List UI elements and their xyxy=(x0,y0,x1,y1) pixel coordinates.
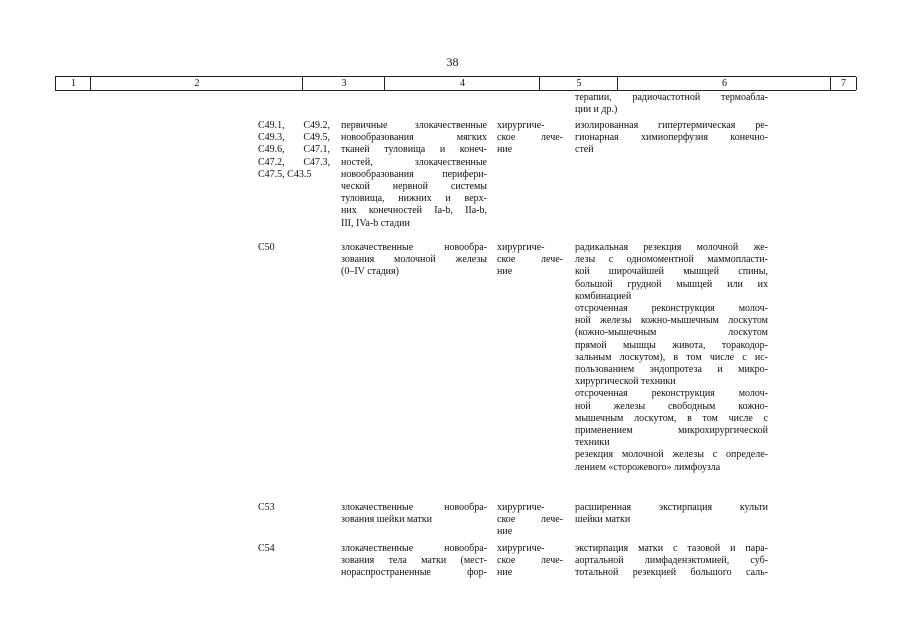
disease-cell xyxy=(341,543,487,580)
text-line: расширенная экстирпация культи xyxy=(575,502,768,513)
text-line: гионарная химиоперфузия конечно- xyxy=(575,132,768,144)
text-line: тканей туловища и конеч- xyxy=(341,144,487,156)
text-line: ной железы кожно-мышечным лоскутом xyxy=(575,315,768,327)
text-line: аортальной лимфаденэктомией, суб- xyxy=(575,555,768,567)
text-line: хирургиче- xyxy=(497,242,545,253)
text-line: пользованием эндопротеза и микро- xyxy=(575,364,768,376)
text-line: злокачественные новообра- xyxy=(341,543,487,554)
text-line: ское лече- xyxy=(497,254,563,266)
text-line: C49.6, C47.1, xyxy=(258,144,330,156)
text-line: хирургиче- xyxy=(497,120,545,131)
text-line: C49.3, C49.5, xyxy=(258,132,330,144)
text-line: кой широчайшей мышцей спины, xyxy=(575,266,768,278)
treatment-cell xyxy=(497,242,563,279)
header-cell-4: 4 xyxy=(384,77,540,90)
table-body xyxy=(0,92,905,640)
text-line: зования тела матки (мест- xyxy=(341,555,487,567)
text-line: изолированная гипертермическая ре- xyxy=(575,120,768,131)
text-line: резекция молочной железы с определе- xyxy=(575,449,768,461)
text-line: них конечностей Ia-b, IIa-b, xyxy=(341,205,487,217)
text-line: туловища, нижних и верх- xyxy=(341,193,487,205)
text-line: зования шейки матки xyxy=(341,514,432,526)
text-line: шейки матки xyxy=(575,514,631,526)
table-header-row xyxy=(55,76,856,91)
text-line: (0–IV стадия) xyxy=(341,266,399,278)
text-line: новообразования перифери- xyxy=(341,168,487,180)
text-line: прямой мышцы живота, торакодор- xyxy=(575,339,768,351)
text-line: зальным лоскутом), в том числе с ис- xyxy=(575,351,768,363)
text-line: стей xyxy=(575,144,594,156)
text-line: новообразования мягких xyxy=(341,132,487,144)
disease-cell xyxy=(341,120,487,230)
methods-cell xyxy=(575,242,768,474)
code-cell xyxy=(258,502,330,514)
disease-cell xyxy=(341,242,487,279)
text-line: ние xyxy=(497,567,513,579)
text-line: хирургиче- xyxy=(497,543,545,554)
header-cell-5: 5 xyxy=(539,77,618,90)
code-cell xyxy=(258,242,330,254)
text-line: ции и др.) xyxy=(575,104,618,116)
header-cell-1: 1 xyxy=(55,77,91,90)
page-number: 38 xyxy=(446,55,459,69)
text-line: мышечным лоскутом, в том числе с xyxy=(575,412,768,424)
text-line: ние xyxy=(497,526,513,538)
text-line: ское лече- xyxy=(497,514,563,526)
text-line: ностей, злокачественные xyxy=(341,156,487,168)
header-cell-7: 7 xyxy=(830,77,857,90)
text-line: хирургической техники xyxy=(575,376,676,388)
text-line: зования молочной железы xyxy=(341,254,487,266)
methods-cell xyxy=(575,543,768,580)
disease-cell xyxy=(341,502,487,526)
header-cell-2: 2 xyxy=(90,77,303,90)
treatment-cell xyxy=(497,120,563,157)
text-line: злокачественные новообра- xyxy=(341,502,487,513)
methods-cell xyxy=(575,120,768,157)
text-line: первичные злокачественные xyxy=(341,120,487,131)
text-line: отсроченная реконструкция молоч- xyxy=(575,388,768,400)
text-line: хирургиче- xyxy=(497,502,545,513)
text-line: C50 xyxy=(258,242,275,253)
text-line: ной железы свободным кожно- xyxy=(575,400,768,412)
treatment-cell xyxy=(497,543,563,580)
code-cell xyxy=(258,543,330,555)
text-line: лением «сторожевого» лимфоузла xyxy=(575,461,721,473)
text-line: C49.1, C49.2, xyxy=(258,120,330,131)
text-line: ние xyxy=(497,266,513,278)
text-line: C53 xyxy=(258,502,275,513)
text-line: ское лече- xyxy=(497,555,563,567)
text-line: отсроченная реконструкция молоч- xyxy=(575,303,768,315)
text-line: комбинацией xyxy=(575,290,632,302)
header-cell-3: 3 xyxy=(302,77,385,90)
text-line: техники xyxy=(575,437,610,449)
text-line: лезы с одномоментной маммопласти- xyxy=(575,254,768,266)
text-line: применением микрохирургической xyxy=(575,425,768,437)
treatment-cell xyxy=(497,502,563,539)
text-line: (кожно-мышечным лоскутом xyxy=(575,327,768,339)
methods-cell xyxy=(575,502,768,526)
text-line: нораспространенные фор- xyxy=(341,567,487,579)
text-line: C47.2, C47.3, xyxy=(258,156,330,168)
text-line: ние xyxy=(497,144,513,156)
text-line: C54 xyxy=(258,543,275,554)
text-line: C47.5, C43.5 xyxy=(258,168,312,180)
text-line: большой грудной мышцей или их xyxy=(575,278,768,290)
text-line: III, IVa-b стадии xyxy=(341,217,410,229)
text-line: экстирпация матки с тазовой и пара- xyxy=(575,543,768,554)
text-line: злокачественные новообра- xyxy=(341,242,487,253)
code-cell xyxy=(258,120,330,181)
header-cell-6: 6 xyxy=(617,77,831,90)
text-line: терапии, радиочастотной термоабла- xyxy=(575,92,768,103)
text-line: ческой нервной системы xyxy=(341,181,487,193)
text-line: тотальной резекцией большого саль- xyxy=(575,567,768,579)
text-line: ское лече- xyxy=(497,132,563,144)
text-line: радикальная резекция молочной же- xyxy=(575,242,768,253)
methods-cell xyxy=(575,92,768,116)
